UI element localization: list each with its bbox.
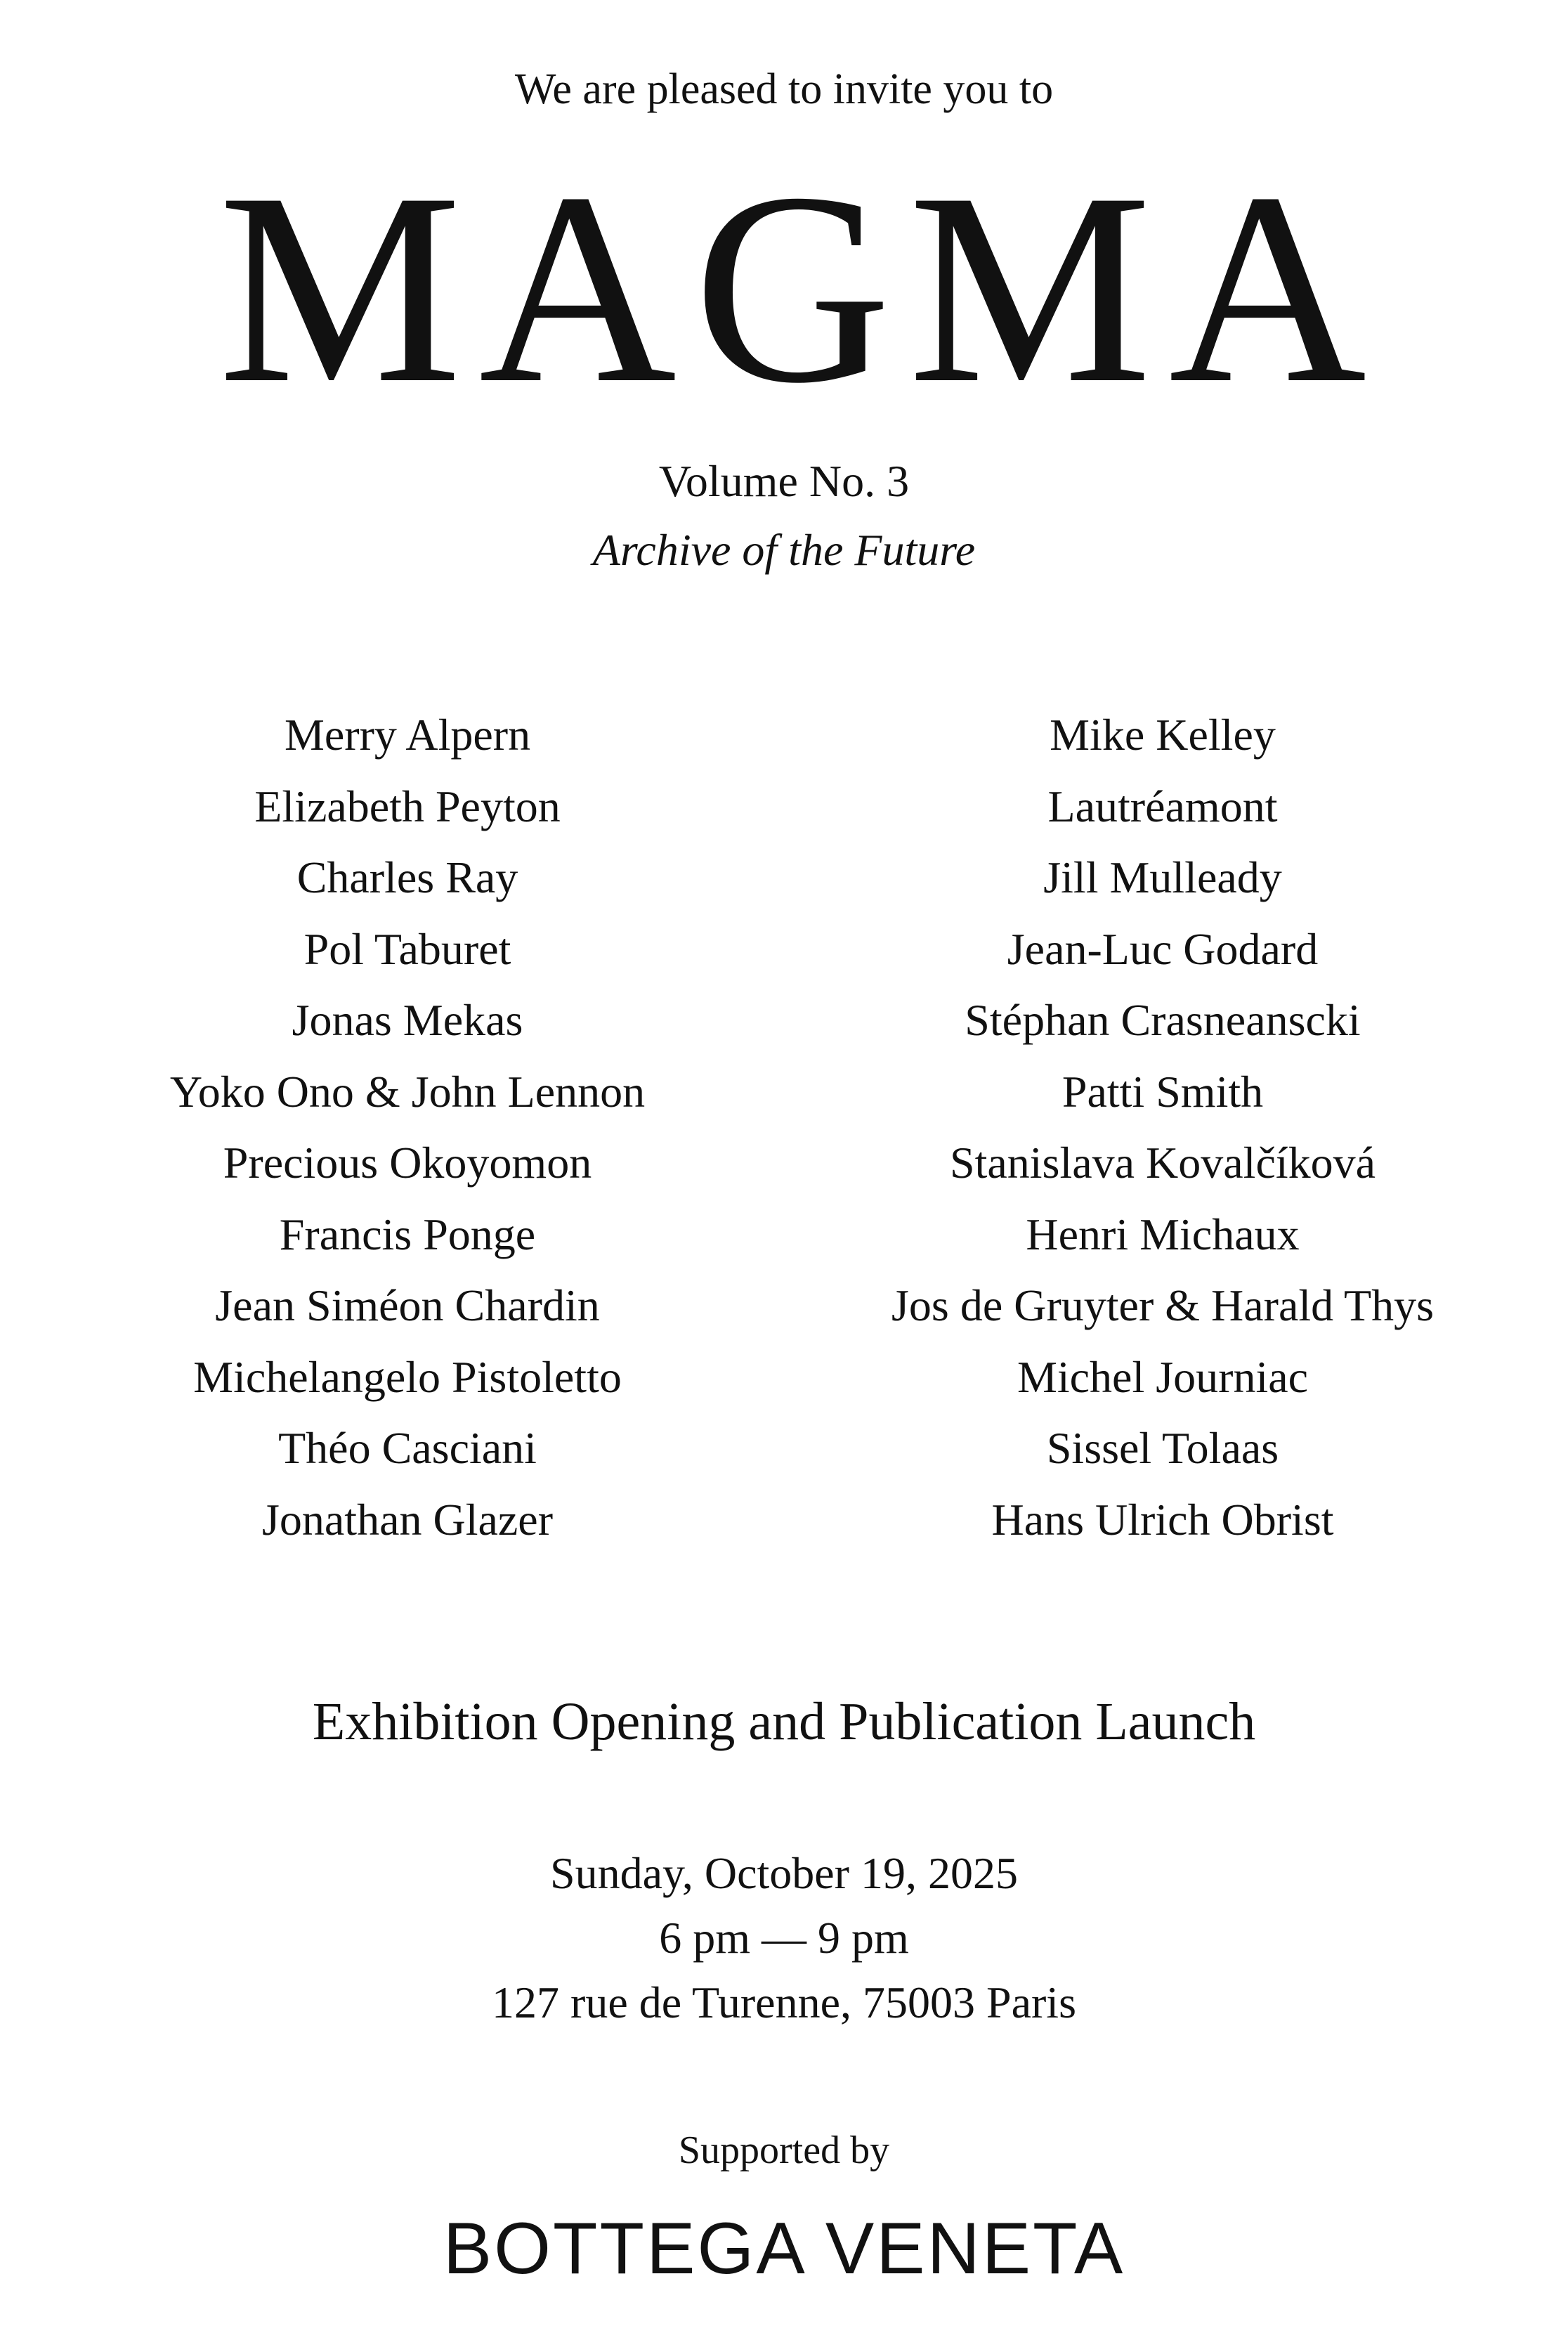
contributor-name: Jean-Luc Godard [1007, 923, 1319, 974]
contributor-name: Lautréamont [1047, 781, 1278, 831]
event-date: Sunday, October 19, 2025 [550, 1848, 1018, 1898]
contributor-name: Stéphan Crasneanscki [965, 995, 1361, 1045]
event-details [0, 1841, 1568, 2035]
magazine-title: MAGMA [218, 136, 1384, 440]
contributor-name: Michelangelo Pistoletto [193, 1351, 622, 1402]
contributor-name: Sissel Tolaas [1046, 1423, 1279, 1473]
contributor-name: Henri Michaux [1026, 1209, 1300, 1259]
contributor-name: Théo Casciani [278, 1423, 537, 1473]
contributors-right-column [864, 699, 1461, 1555]
event-time: 6 pm — 9 pm [659, 1913, 909, 1963]
event-address: 127 rue de Turenne, 75003 Paris [492, 1977, 1076, 2027]
contributor-name: Precious Okoyomon [223, 1138, 592, 1188]
event-name: Exhibition Opening and Publication Launch [312, 1692, 1256, 1751]
sponsor-logo: BOTTEGA VENETA [443, 2208, 1125, 2289]
contributor-name: Jonathan Glazer [261, 1494, 554, 1545]
contributor-name: Jonas Mekas [292, 995, 523, 1045]
contributor-name: Jos de Gruyter & Harald Thys [891, 1280, 1434, 1330]
invitation-intro: We are pleased to invite you to [514, 65, 1054, 113]
volume-subtitle: Archive of the Future [592, 525, 976, 575]
contributor-name: Merry Alpern [284, 710, 531, 760]
volume-number: Volume No. 3 [658, 456, 910, 506]
contributor-name: Michel Journiac [1017, 1351, 1309, 1402]
contributor-name: Yoko Ono & John Lennon [169, 1066, 646, 1117]
contributor-name: Francis Ponge [279, 1209, 536, 1259]
contributor-name: Mike Kelley [1050, 710, 1276, 760]
contributor-name: Patti Smith [1061, 1066, 1264, 1117]
contributor-name: Pol Taburet [303, 923, 511, 974]
contributor-name: Charles Ray [296, 852, 518, 902]
supported-by-label: Supported by [678, 2129, 890, 2172]
contributor-name: Hans Ulrich Obrist [991, 1494, 1334, 1545]
contributor-name: Jill Mulleady [1043, 852, 1282, 902]
contributor-name: Jean Siméon Chardin [215, 1280, 600, 1330]
contributors-left-column [126, 699, 688, 1555]
contributor-name: Elizabeth Peyton [254, 781, 561, 831]
contributor-name: Stanislava Kovalčíková [949, 1138, 1376, 1188]
